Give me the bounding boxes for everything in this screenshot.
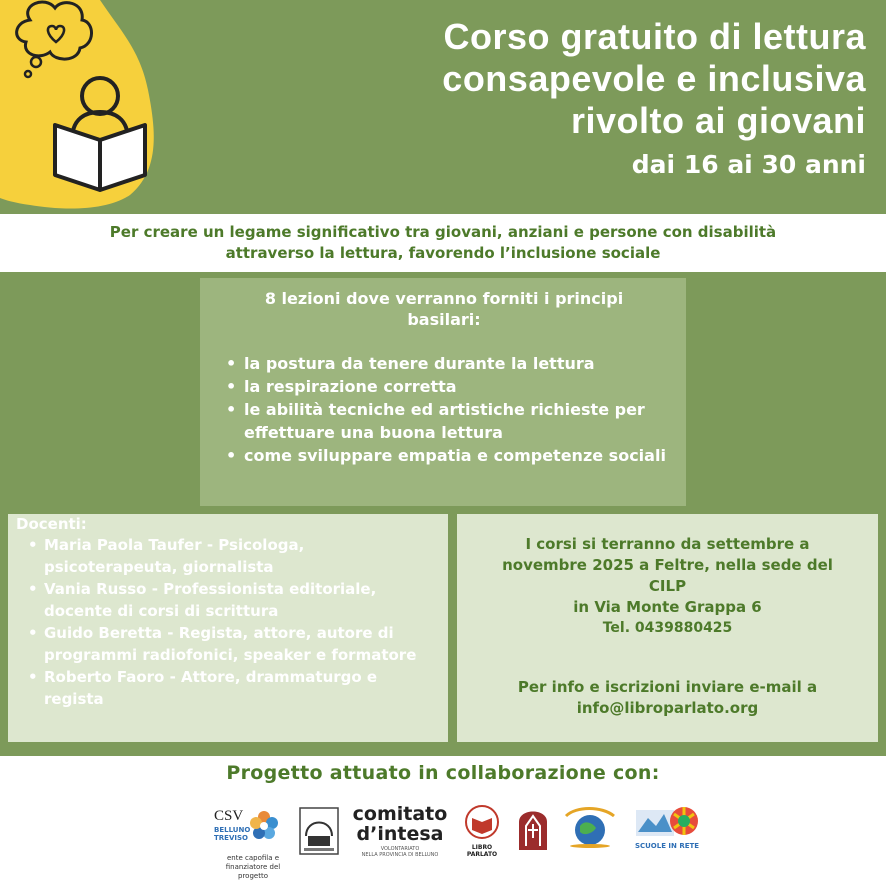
info-line-3: CILP (648, 577, 687, 595)
reader-illustration (0, 0, 160, 210)
phone-number: Tel. 0439880425 (602, 620, 733, 636)
comitato-line-2: d’intesa (356, 823, 444, 845)
csv-line-2: TREVISO (214, 834, 248, 842)
libro-parlato-logo (458, 804, 506, 858)
list-item: • Maria Paola Taufer - Psicologa, psicoterapeuta, giornalista (28, 534, 440, 578)
title-line-1: Corso gratuito di lettura (443, 16, 866, 57)
csv-line-1: BELLUNO (214, 826, 251, 834)
csv-caption-line-1: ente capofila e (226, 854, 280, 862)
list-item: • Vania Russo - Professionista editoriale, docente di corsi di scrittura (28, 578, 440, 622)
csv-logo (214, 806, 284, 880)
lessons-intro-line-1: 8 lezioni dove verranno forniti i principi (264, 289, 624, 308)
title-line-2: consapevole e inclusiva (442, 58, 866, 99)
lessons-list (212, 352, 676, 467)
purpose-band (0, 214, 886, 272)
scuole-in-rete-icon (634, 804, 700, 838)
comitato-intesa-logo (352, 804, 448, 858)
libro-parlato-book-icon (462, 804, 502, 840)
csv-caption-line-2: finanziatore del (225, 863, 281, 871)
footer-title: Progetto attuato in collaborazione con: (226, 762, 660, 784)
comitato-sub-2: NELLA PROVINCIA DI BELLUNO (361, 852, 439, 858)
lessons-intro (212, 288, 676, 330)
info-line-2: novembre 2025 a Feltre, nella sede del (502, 556, 833, 574)
list-item: • Roberto Faoro - Attore, drammaturgo e regista (28, 666, 440, 710)
lessons-intro-line-2: basilari: (407, 310, 481, 329)
list-item: • la postura da tenere durante la lettura (226, 352, 676, 375)
teachers-box (8, 514, 448, 742)
teachers-heading: Docenti: (16, 515, 87, 533)
list-item: • la respirazione corretta (226, 375, 676, 398)
info-line-1: I corsi si terranno da settembre a (525, 535, 810, 553)
libro-parlato-name: LIBRO PARLATO (466, 844, 498, 858)
age-range: dai 16 ai 30 anni (631, 150, 866, 179)
association-badge-icon (298, 806, 340, 856)
csv-caption (218, 854, 288, 881)
teachers-list (16, 534, 440, 710)
csv-caption-line-3: progetto (238, 872, 268, 880)
info-box (457, 514, 878, 742)
list-item: • le abilità tecniche ed artistiche richieste per effettuare una buona lettura (226, 398, 676, 444)
list-item: • Guido Beretta - Regista, attore, autore di programmi radiofonici, speaker e formatore (28, 622, 440, 666)
list-item: • come sviluppare empatia e competenze sociali (226, 444, 676, 467)
email-address[interactable]: info@libroparlato.org (576, 699, 759, 717)
lessons-box (200, 278, 686, 506)
globe-logo-icon (562, 804, 618, 848)
scuole-in-rete-name: SCUOLE IN RETE (634, 842, 700, 850)
scuole-in-rete-logo (632, 804, 702, 850)
csv-abbr: CSV (214, 808, 244, 824)
comitato-line-1: comitato (352, 803, 448, 825)
title-line-3: rivolto ai giovani (570, 100, 866, 141)
partner-logos (0, 803, 886, 886)
footer (0, 756, 886, 886)
comitato-sub-1: VOLONTARIATO (380, 846, 420, 852)
contact-line: Per info e iscrizioni inviare e-mail a (517, 678, 818, 696)
info-line-4: in Via Monte Grappa 6 (573, 598, 762, 616)
purpose-line-2: attraverso la lettura, favorendo l’inclusione sociale (225, 244, 661, 262)
purpose-line-1: Per creare un legame significativo tra giovani, anziani e persone con disabilità (109, 223, 777, 241)
church-emblem-icon (516, 802, 550, 852)
title-block (442, 16, 866, 179)
